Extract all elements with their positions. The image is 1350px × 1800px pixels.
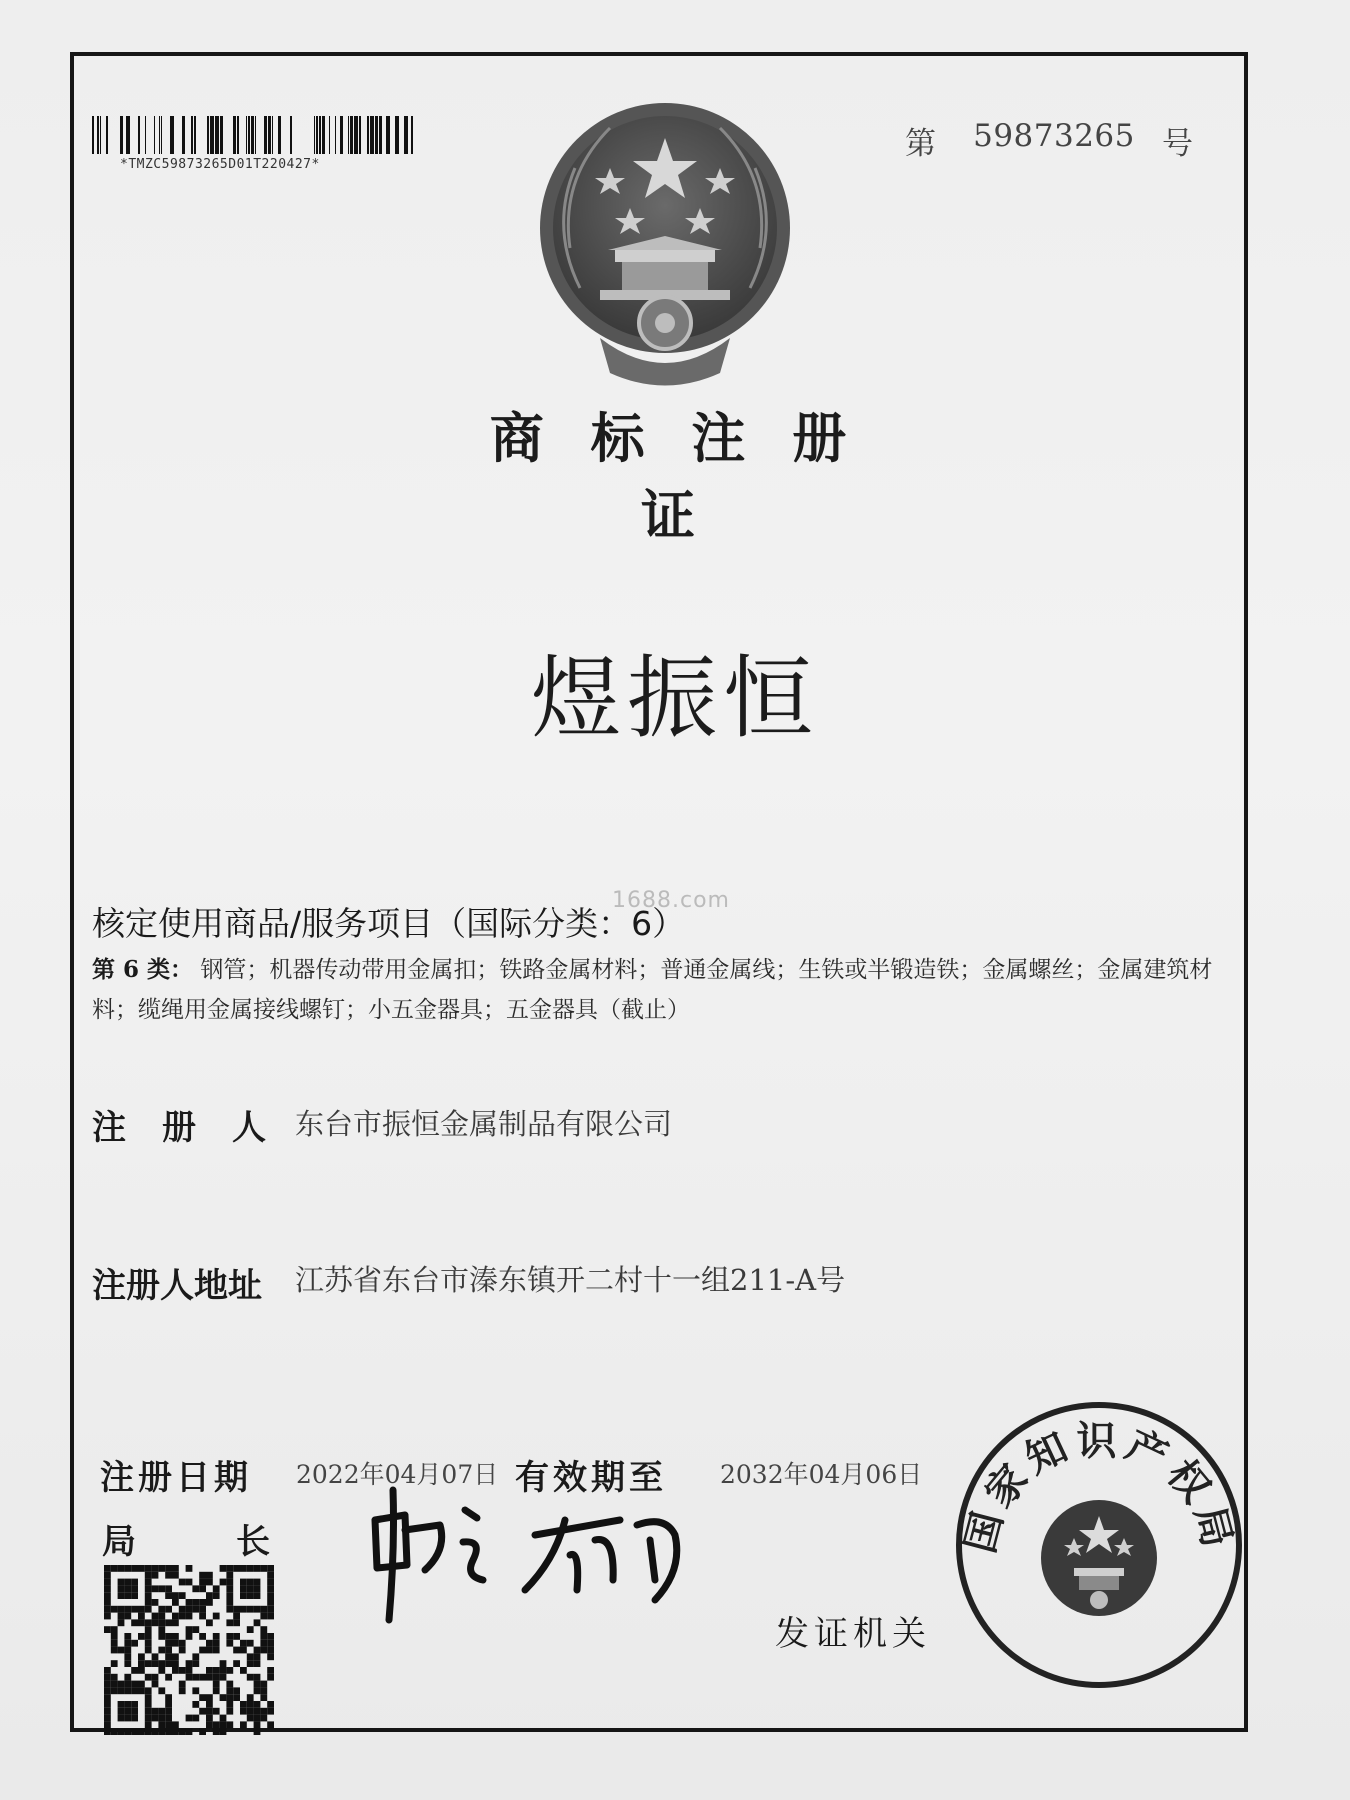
national-emblem-icon bbox=[530, 98, 800, 388]
registrant-label: 注册人 bbox=[92, 1108, 302, 1148]
address-label: 注册人地址 bbox=[92, 1266, 262, 1306]
barcode-image bbox=[92, 116, 422, 154]
official-seal-icon bbox=[952, 1398, 1247, 1693]
watermark-text: 1688.com bbox=[612, 888, 730, 913]
registrant-value: 东台市振恒金属制品有限公司 bbox=[295, 1107, 673, 1141]
registration-number: 59873265 bbox=[973, 118, 1135, 154]
registration-number-prefix: 第 bbox=[905, 126, 936, 162]
goods-class-label: 第 6 类： bbox=[92, 956, 194, 983]
qr-code-image bbox=[104, 1565, 274, 1735]
registration-date-value: 2022年04月07日 bbox=[296, 1460, 499, 1489]
valid-until-label: 有效期至 bbox=[515, 1458, 667, 1498]
barcode-text: *TMZC59873265D01T220427* bbox=[120, 157, 320, 172]
director-signature-image bbox=[365, 1480, 725, 1630]
director-label bbox=[102, 1514, 270, 1563]
certificate-title: 商 标 注 册 证 bbox=[489, 406, 861, 547]
goods-services-list bbox=[92, 950, 1232, 1030]
director-label-char-1: 局 bbox=[102, 1522, 136, 1562]
issuing-authority-label: 发证机关 bbox=[775, 1614, 931, 1654]
trademark-name: 煜振恒 bbox=[531, 646, 819, 751]
goods-services-heading: 核定使用商品/服务项目（国际分类：6） bbox=[92, 904, 686, 943]
registration-number-row bbox=[905, 118, 1205, 163]
address-value: 江苏省东台市溱东镇开二村十一组211-A号 bbox=[295, 1263, 846, 1297]
valid-until-value: 2032年04月06日 bbox=[720, 1460, 923, 1489]
director-label-char-2: 长 bbox=[236, 1522, 270, 1562]
registration-number-suffix: 号 bbox=[1162, 126, 1193, 162]
registration-date-label: 注册日期 bbox=[100, 1458, 252, 1498]
seal-text: 国家知识产权局 bbox=[956, 1417, 1243, 1558]
goods-items: 钢管；机器传动带用金属扣；铁路金属材料；普通金属线；生铁或半锻造铁；金属螺丝；金属建筑材料；缆绳用金属接线螺钉；小五金器具；五金器具（截止） bbox=[92, 957, 1213, 1023]
